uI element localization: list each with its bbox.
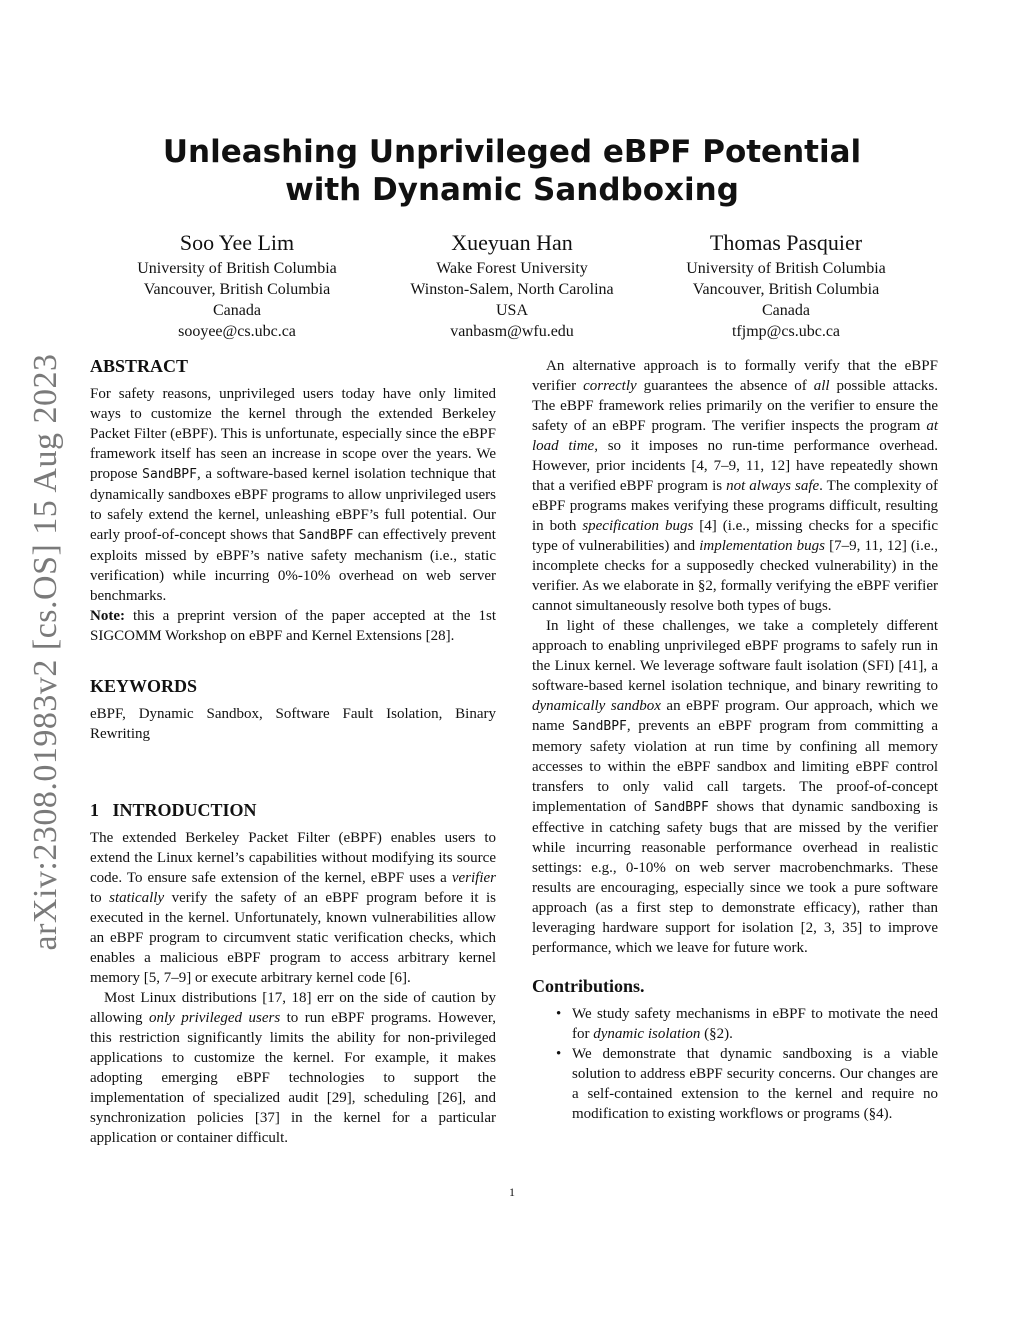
author-country: Canada <box>762 302 810 319</box>
arxiv-identifier: arXiv:2308.01983v2 [cs.OS] 15 Aug 2023 <box>27 353 64 951</box>
right-paragraph-1: An alternative approach is to formally verify that the eBPF verifier correctly guarantees the absence of all possible attacks. The eBPF framework relies primarily on the verifier to ensure the safety of an eBPF program. The verifier inspects the program at load time, so it imposes no run-time performance overhead. However, prior incidents [4, 7–9, 11, 12] have repeatedly shown that a verified eBPF program is not always safe. The complexity of eBPF programs makes verifying these programs difficult, resulting in both specification bugs [4] (i.e., missing checks for a specific type of vulnerabilities) and implementation bugs [7–9, 11, 12] (i.e., incomplete checks for a supposedly checked vulnerability) in the verifier. As we elaborate in §2, formally verifying the eBPF verifier cannot simultaneously resolve both types of bugs. <box>532 358 939 614</box>
author-country: Canada <box>213 302 261 319</box>
author-location: Vancouver, British Columbia <box>692 281 880 298</box>
author-country: USA <box>495 302 528 319</box>
author-name: Thomas Pasquier <box>709 230 863 255</box>
left-column <box>90 354 496 1148</box>
intro-paragraph-1: The extended Berkeley Packet Filter (eBPF) enables users to extend the Linux kernel’s capabilities without modifying its source code. To ensure safe extension of the kernel, eBPF uses a verifier to statically verify the safety of an eBPF program before it is executed in the kernel. Unfortunately, known vulnerabilities allow an eBPF program to circumvent static verification checks, which enables a malicious eBPF program to access arbitrary kernel memory [5, 7–9] or execute arbitrary kernel code [6]. <box>90 830 497 986</box>
sandbpf-name: SandBPF <box>572 719 627 734</box>
paper-title <box>0 133 1024 209</box>
author-email: tfjmp@cs.ubc.ca <box>731 323 841 340</box>
sandbpf-name: SandBPF <box>142 467 197 482</box>
author-location: Winston-Salem, North Carolina <box>410 281 614 298</box>
author-email: vanbasm@wfu.edu <box>450 323 574 340</box>
author-location: Vancouver, British Columbia <box>143 281 331 298</box>
author-name: Soo Yee Lim <box>179 230 295 255</box>
sandbpf-name: SandBPF <box>654 800 709 815</box>
author-block-1 <box>87 228 387 342</box>
keywords-heading: KEYWORDS <box>90 676 198 696</box>
author-affiliation: University of British Columbia <box>137 260 337 277</box>
author-block-2 <box>362 228 662 342</box>
keywords-text: eBPF, Dynamic Sandbox, Software Fault Isolation, Binary Rewriting <box>90 706 496 742</box>
author-email: sooyee@cs.ubc.ca <box>178 323 296 340</box>
list-item: • We demonstrate that dynamic sandboxing is a viable solution to address eBPF security concerns. Our changes are a self-contained extension to the kernel and require no modification to existing workflows or programs (§4). <box>556 1046 938 1122</box>
right-column <box>532 356 938 1124</box>
title-line-2: with Dynamic Sandboxing <box>285 172 739 208</box>
right-paragraph-2: In light of these challenges, we take a completely different approach to enabling unprivileged eBPF programs to safely run in the Linux kernel. We leverage software fault isolation (SFI) [41], a software-based kernel isolation technique, and binary rewriting to dynamically sandbox an eBPF program. Our approach, which we name SandBPF, prevents an eBPF program from committing a memory safety violation at run time by confining all memory accesses to within the eBPF sandbox and limiting eBPF control transfers to only valid call targets. The proof-of-concept implementation of SandBPF shows that dynamic sandboxing is effective in catching safety bugs that are missed by the verifier while incurring reasonable performance overhead in realistic settings: e.g., 0-10% on web server macrobenchmarks. These results are encouraging, especially since we took a pure software approach (as a first step to demonstrate efficacy), rather than leveraging hardware support for isolation [2, 3, 35] to improve performance, which we leave for future work. <box>532 618 938 956</box>
author-affiliation: Wake Forest University <box>436 260 588 277</box>
abstract-text: For safety reasons, unprivileged users today have only limited ways to customize the kernel through the extended Berkeley Packet Filter (eBPF). This is unfortunate, especially since the eBPF framework itself has seen an increase in scope over the years. We propose SandBPF, a software-based kernel isolation technique that dynamically sandboxes eBPF programs to allow unprivileged users to safely extend the kernel, unleashing eBPF’s full potential. Our early proof-of-concept shows that SandBPF can effectively prevent exploits missed by eBPF’s native safety mechanism (i.e., static verification) while incurring 0%-10% overhead on web server benchmarks. <box>90 386 496 604</box>
abstract-note: Note: this a preprint version of the paper accepted at the 1st SIGCOMM Workshop on eBPF and Kernel Extensions [28]. <box>90 608 496 644</box>
contributions-heading: Contributions. <box>532 976 645 996</box>
author-block-3 <box>636 228 936 342</box>
list-item: • We study safety mechanisms in eBPF to motivate the need for dynamic isolation (§2). <box>556 1006 938 1042</box>
abstract-heading: ABSTRACT <box>90 356 189 376</box>
introduction-heading: 1 INTRODUCTION <box>90 800 257 820</box>
author-name: Xueyuan Han <box>451 230 573 255</box>
intro-paragraph-2: Most Linux distributions [17, 18] err on the side of caution by allowing only privileged users to run eBPF programs. However, this restriction significantly limits the ability for non-privileged applications to customize the kernel. For example, it makes adopting emerging eBPF technologies to support the implementation of specialized audit [29], scheduling [26], and synchronization policies [37] in the kernel for a particular application or container difficult. <box>90 990 496 1146</box>
bullet-icon: • <box>556 1006 562 1022</box>
title-line-1: Unleashing Unprivileged eBPF Potential <box>162 134 862 170</box>
page-number: 1 <box>509 1185 515 1199</box>
author-affiliation: University of British Columbia <box>686 260 886 277</box>
bullet-icon: • <box>556 1046 562 1062</box>
contributions-list <box>532 1004 938 1124</box>
sandbpf-name: SandBPF <box>298 528 354 543</box>
